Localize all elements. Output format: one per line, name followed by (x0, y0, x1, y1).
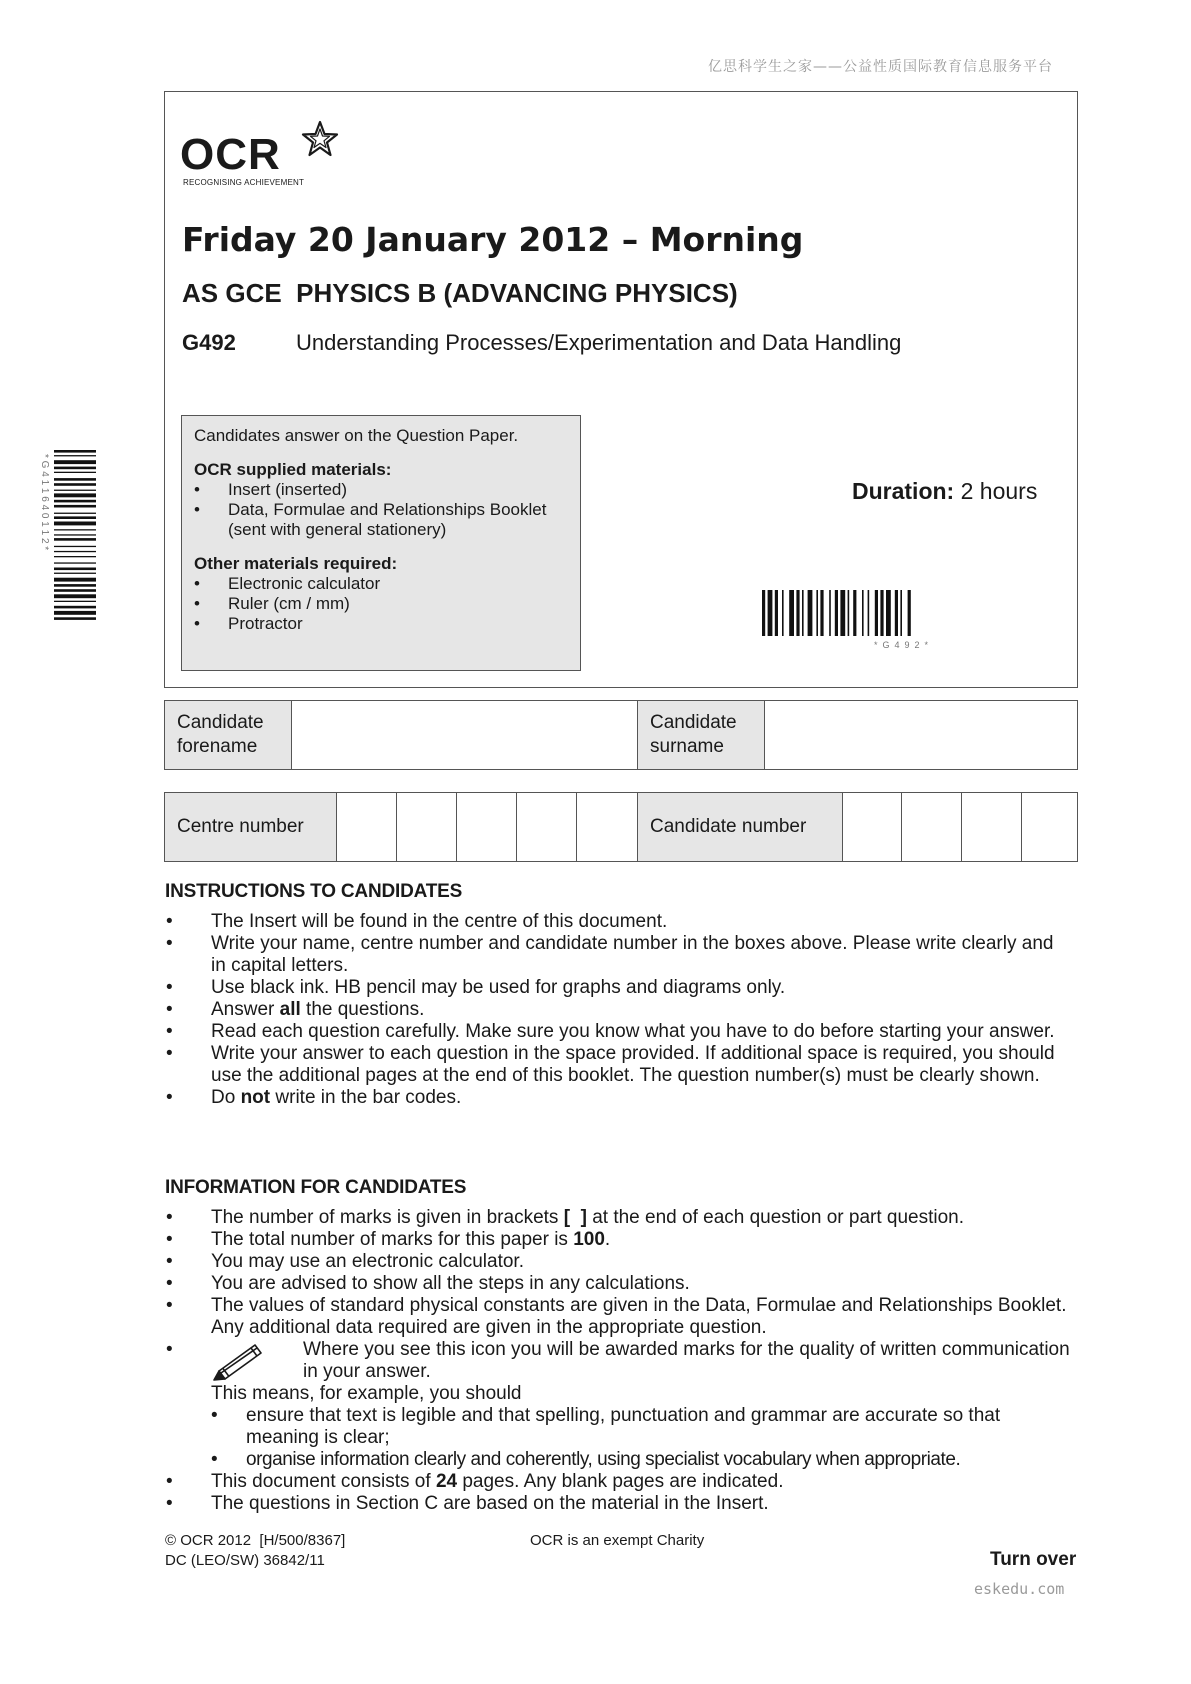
information-list (165, 1207, 1070, 1515)
barcode-bar (54, 529, 96, 530)
barcode-bar (54, 568, 96, 571)
barcode-bar (54, 611, 96, 615)
barcode-main (760, 590, 1042, 650)
centre-number-box[interactable] (397, 793, 457, 861)
barcode-bar (54, 573, 96, 574)
emphasis: not (240, 1087, 271, 1108)
barcode-bar (796, 590, 799, 636)
qwc-text: Where you see this icon you will be awarded marks for the quality of written communication in your answer. (303, 1339, 1070, 1382)
text: . (604, 1229, 611, 1250)
barcode-bar (54, 584, 96, 587)
list-item: • Protractor (194, 614, 568, 634)
barcode-bar (862, 590, 864, 636)
star-icon (300, 120, 340, 160)
list-item (165, 999, 1070, 1021)
barcode-bar (782, 590, 784, 636)
list-item (165, 1207, 1070, 1229)
forename-field[interactable] (292, 701, 638, 769)
pencil-icon (211, 1339, 269, 1381)
barcode-bar (762, 590, 765, 636)
text: Do (211, 1087, 241, 1108)
barcode-bar (54, 556, 96, 557)
footer-left (165, 1531, 345, 1571)
candidate-number-box[interactable] (902, 793, 962, 861)
barcode-bar (900, 590, 902, 636)
barcode-bar (54, 460, 96, 464)
barcode-bar (54, 522, 96, 526)
total-marks: 100 (573, 1229, 605, 1250)
barcode-bar (768, 590, 773, 636)
logo-word: OCR (180, 130, 281, 179)
list-item: • Write your answer to each question in the space provided. If additional space is required, you should use the additional pages at the end of this booklet. The question number(s) must be clearly shown. (165, 1043, 1070, 1087)
barcode-bar (54, 483, 96, 486)
barcode-bar (54, 538, 96, 541)
list-item: • The questions in Section C are based on the material in the Insert. (165, 1493, 1070, 1515)
qwc-note (211, 1339, 1070, 1383)
candidate-number-label: Candidate number (638, 793, 843, 861)
answer-note: Candidates answer on the Question Paper. (194, 426, 519, 445)
barcode-bar (54, 562, 96, 563)
barcode-bar (816, 590, 818, 636)
barcode-bar (54, 493, 96, 497)
supplied-heading: OCR supplied materials: (194, 460, 392, 479)
exam-date: Friday 20 January 2012 – Morning (182, 220, 804, 259)
candidate-name-row (164, 700, 1078, 770)
barcode-bar (54, 467, 96, 470)
list-item: • You may use an electronic calculator. (165, 1251, 1070, 1273)
barcode-bar (820, 590, 823, 636)
barcode-bar (789, 590, 794, 636)
barcode-bar (54, 601, 96, 602)
unit-code: G492 (182, 330, 236, 355)
list-item: • The values of standard physical constants are given in the Data, Formulae and Relationships Booklet. Any additional data required are given in the appropriate question. (165, 1295, 1070, 1339)
list-item: • The Insert will be found in the centre of this document. (165, 911, 1070, 933)
marks-bracket: [ ] (563, 1207, 587, 1228)
barcode-bar (54, 534, 96, 535)
barcode-bar (840, 590, 845, 636)
surname-field[interactable] (765, 701, 1077, 769)
text: The total number of marks for this paper is (211, 1229, 574, 1250)
qwc-sub-list (211, 1405, 1070, 1471)
list-item: • Insert (inserted) (194, 480, 568, 500)
instructions-list (165, 911, 1070, 1109)
copyright: © OCR 2012 [H/500/8367] (165, 1532, 346, 1549)
page-count: 24 (435, 1471, 458, 1492)
unit-title: Understanding Processes/Experimentation and Data Handling (296, 330, 902, 355)
duration-label: Duration: (852, 478, 955, 504)
barcode-bar (875, 590, 878, 636)
list-item: • Electronic calculator (194, 574, 568, 594)
list-item: • Use black ink. HB pencil may be used for graphs and diagrams only. (165, 977, 1070, 999)
instructions-heading: INSTRUCTIONS TO CANDIDATES (165, 881, 463, 902)
list-item (165, 1471, 1070, 1493)
list-item (165, 1229, 1070, 1251)
qualification-title: AS GCE PHYSICS B (ADVANCING PHYSICS) (182, 278, 738, 308)
text: the questions. (300, 999, 425, 1020)
list-item: • Write your name, centre number and candidate number in the boxes above. Please write clearly and in capital letters. (165, 933, 1070, 977)
barcode-bar (54, 546, 96, 547)
centre-number-box[interactable] (457, 793, 517, 861)
text: pages. Any blank pages are indicated. (457, 1471, 784, 1492)
list-item: • Ruler (cm / mm) (194, 594, 568, 614)
barcode-bar (895, 590, 898, 636)
barcode-bar (853, 590, 856, 636)
barcode-bar (835, 590, 838, 636)
text: at the end of each question or part question. (586, 1207, 965, 1228)
ocr-logo (180, 120, 340, 190)
centre-number-box[interactable] (337, 793, 397, 861)
candidate-number-box[interactable] (843, 793, 902, 861)
other-heading: Other materials required: (194, 554, 398, 573)
barcode-bar (54, 500, 96, 503)
materials-box (181, 415, 581, 671)
turn-over: Turn over (990, 1549, 1077, 1570)
barcode-bar (54, 589, 96, 592)
barcode-main-text: * G 4 9 2 * (873, 640, 929, 650)
barcode-bar (54, 478, 96, 481)
document-code: DC (LEO/SW) 36842/11 (165, 1552, 325, 1569)
candidate-number-box[interactable] (962, 793, 1022, 861)
barcode-bar (54, 513, 96, 514)
surname-label: Candidate surname (638, 701, 765, 769)
barcode-bar (54, 606, 96, 609)
list-item: • organise information clearly and coherently, using specialist vocabulary when appropriate. (211, 1449, 1070, 1471)
logo-tagline: RECOGNISING ACHIEVEMENT (183, 178, 305, 187)
other-list (194, 574, 568, 634)
supplied-list (194, 480, 568, 540)
information-heading: INFORMATION FOR CANDIDATES (165, 1177, 467, 1198)
barcode-bar (54, 617, 96, 620)
barcode-bar (54, 516, 96, 519)
text: The number of marks is given in brackets (211, 1207, 564, 1228)
barcode-side-text: * G 4 1 1 6 4 0 1 1 2 * (39, 454, 50, 551)
barcode-bar (54, 455, 96, 456)
barcode-bar (54, 578, 96, 582)
duration-value: 2 hours (954, 478, 1038, 504)
barcode-bar (54, 551, 96, 552)
barcode-bar (54, 594, 96, 598)
barcode-bar (880, 590, 883, 636)
text: This document consists of (211, 1471, 436, 1492)
list-item (165, 1087, 1070, 1109)
duration (852, 478, 1037, 505)
centre-number-box[interactable] (577, 793, 638, 861)
centre-number-box[interactable] (517, 793, 577, 861)
barcode-bar (802, 590, 804, 636)
barcode-bar (868, 590, 870, 636)
qwc-means: This means, for example, you should (211, 1383, 522, 1404)
list-item (165, 1339, 1070, 1471)
barcode-bar (54, 450, 96, 453)
barcode-bar (829, 590, 831, 636)
text: Answer (211, 999, 280, 1020)
forename-label: Candidate forename (165, 701, 292, 769)
watermark-top: 亿思科学生之家——公益性质国际教育信息服务平台 (708, 59, 1053, 75)
barcode-bar (54, 472, 96, 473)
barcode-side (34, 450, 98, 676)
candidate-number-row (164, 792, 1078, 862)
barcode-bar (848, 590, 850, 636)
emphasis: all (279, 999, 301, 1020)
watermark-bottom: eskedu.com (974, 1580, 1065, 1598)
charity-note: OCR is an exempt Charity (530, 1532, 705, 1549)
barcode-bar (775, 590, 778, 636)
barcode-bar (886, 590, 891, 636)
text: write in the bar codes. (270, 1087, 462, 1108)
candidate-number-box[interactable] (1022, 793, 1077, 861)
barcode-bar (54, 490, 96, 491)
centre-number-label: Centre number (165, 793, 337, 861)
barcode-bar (54, 505, 96, 508)
barcode-bar (908, 590, 911, 636)
list-item: • ensure that text is legible and that spelling, punctuation and grammar are accurate so that meaning is clear; (211, 1405, 1070, 1449)
list-item: • Data, Formulae and Relationships Booklet (sent with general stationery) (194, 500, 568, 540)
barcode-bar (808, 590, 813, 636)
list-item: • Read each question carefully. Make sure you know what you have to do before starting your answer. (165, 1021, 1070, 1043)
list-item: • You are advised to show all the steps in any calculations. (165, 1273, 1070, 1295)
